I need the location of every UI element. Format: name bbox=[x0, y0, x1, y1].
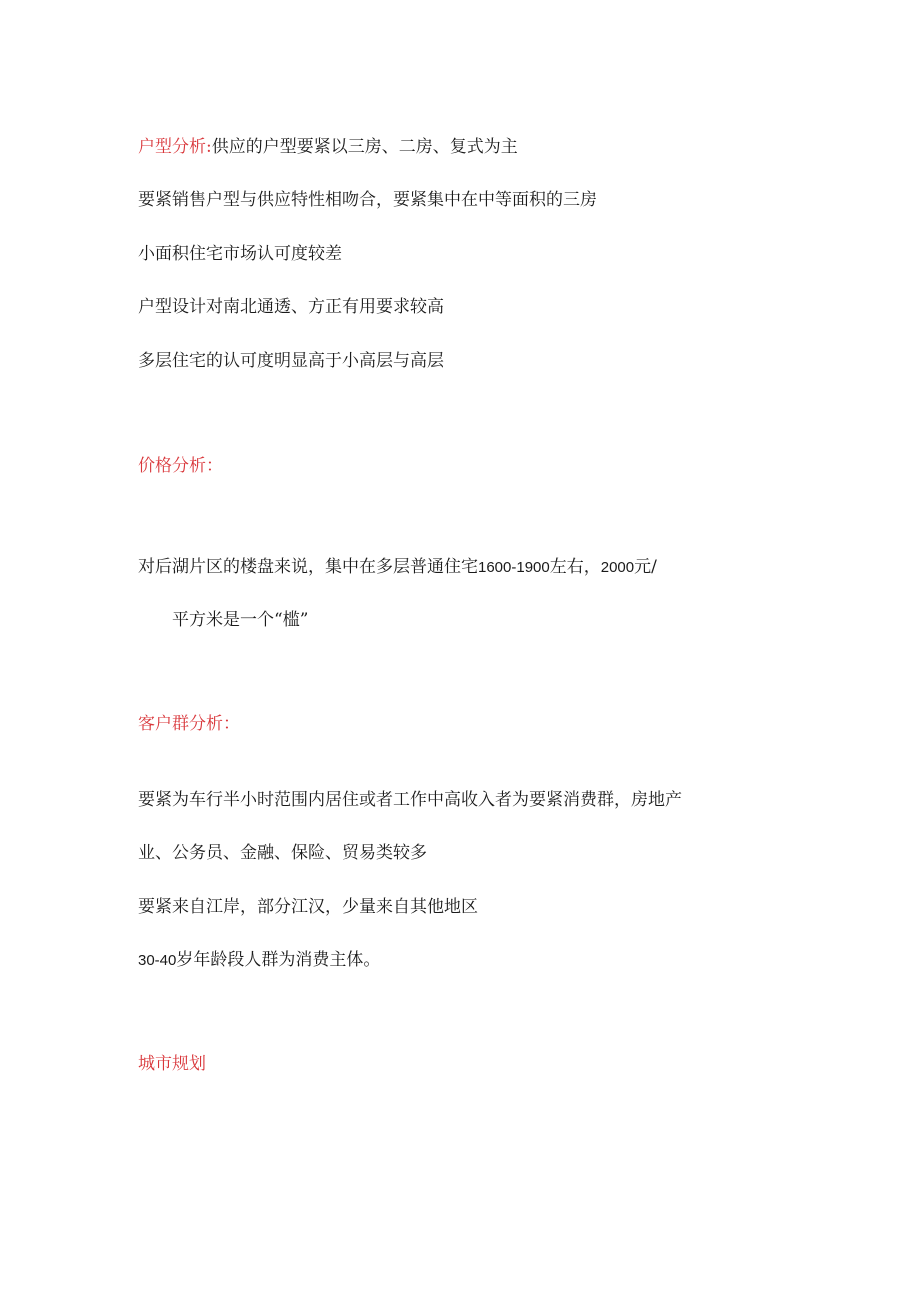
customers-line-main: 要紧为车行半小时范围内居住或者工作中高收入者为要紧消费群，房地产 bbox=[138, 790, 682, 810]
customers-line-origin: 要紧来自江岸，部分江汉，少量来自其他地区 bbox=[138, 897, 478, 917]
customers-heading: 客户群分析： bbox=[138, 714, 240, 734]
price-line-threshold: 平方米是一个“槛” bbox=[172, 610, 309, 630]
customers-line-age bbox=[138, 949, 380, 972]
price-text-c: 元/ bbox=[634, 557, 657, 577]
floorplan-line-design: 户型设计对南北通透、方正有用要求较高 bbox=[138, 297, 444, 317]
price-threshold-number: 2000 bbox=[600, 559, 635, 576]
price-text-a: 对后湖片区的楼盘来说，集中在多层普通住宅 bbox=[138, 557, 478, 577]
price-heading: 价格分析： bbox=[138, 456, 223, 476]
floorplan-heading: 户型分析: bbox=[138, 137, 212, 157]
floorplan-line-small-area: 小面积住宅市场认可度较差 bbox=[138, 244, 342, 264]
floorplan-line-sales: 要紧销售户型与供应特性相吻合，要紧集中在中等面积的三房 bbox=[138, 190, 597, 210]
price-text-b: 左右， bbox=[549, 557, 601, 577]
planning-heading: 城市规划 bbox=[138, 1054, 206, 1074]
floorplan-first-line bbox=[138, 136, 518, 158]
floorplan-line-multistory: 多层住宅的认可度明显高于小高层与高层 bbox=[138, 351, 444, 371]
customers-line-industries: 业、公务员、金融、保险、贸易类较多 bbox=[138, 843, 427, 863]
price-line-range bbox=[138, 556, 657, 579]
floorplan-line-supply: 供应的户型要紧以三房、二房、复式为主 bbox=[211, 137, 518, 157]
customers-age-text: 岁年龄段人群为消费主体。 bbox=[176, 950, 381, 970]
price-range-number: 1600-1900 bbox=[478, 559, 550, 576]
customers-age-number: 30-40 bbox=[138, 952, 177, 969]
